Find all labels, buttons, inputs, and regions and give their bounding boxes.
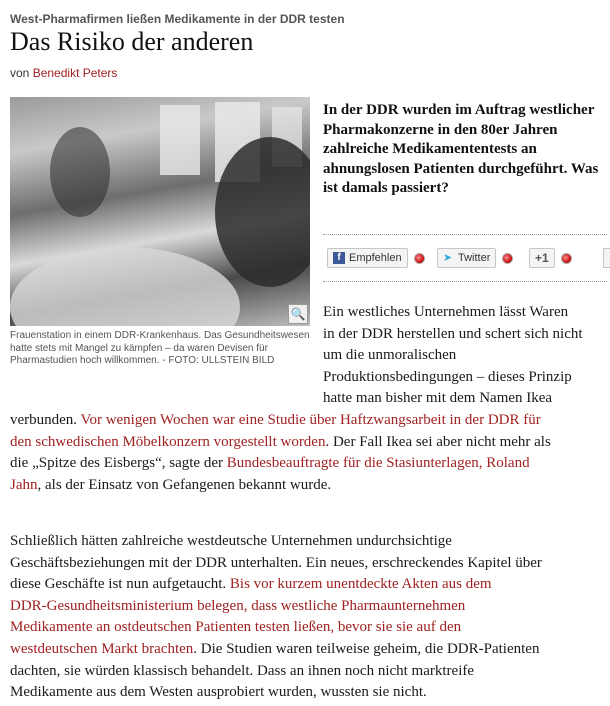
- twitter-bird-icon: ➤: [443, 252, 453, 264]
- text-run: diese Geschäfte ist nun aufgetaucht.: [10, 576, 230, 593]
- share-gplus: [529, 248, 572, 268]
- facebook-label: Empfehlen: [349, 252, 402, 264]
- article-photo[interactable]: [10, 97, 310, 326]
- text-line: um die unmoralischen: [323, 347, 457, 364]
- text-line: Schließlich hätten zahlreiche westdeutsche Unternehmen undurchsichtige: [10, 533, 452, 549]
- share-twitter: [437, 248, 513, 268]
- ministry-files-link[interactable]: DDR-Gesundheitsministerium belegen, dass westliche Pharmaunternehmen: [10, 597, 466, 614]
- text-line: in der DDR herstellen und schert sich nicht: [323, 325, 583, 342]
- article-kicker: West-Pharmafirmen ließen Medikamente in der DDR testen: [10, 12, 345, 26]
- ministry-files-link[interactable]: Bis vor kurzem unentdeckte Akten aus dem: [229, 576, 492, 593]
- stasi-commissioner-link[interactable]: Jahn: [10, 476, 38, 493]
- text-line: Produktionsbedingungen – dieses Prinzip: [323, 368, 572, 385]
- twitter-label: Twitter: [458, 252, 491, 264]
- share-facebook: [327, 248, 425, 268]
- red-dot-toggle-icon[interactable]: [561, 253, 572, 264]
- text-run: . Der Fall Ikea sei aber nicht mehr als: [325, 433, 551, 450]
- paragraph-full-width: [10, 410, 608, 496]
- ikea-study-link[interactable]: den schwedischen Möbelkonzern vorgestellt worden: [10, 433, 326, 450]
- photo-figure: [215, 137, 310, 287]
- text-run: die „Spitze des Eisbergs“, sagte der: [10, 455, 227, 472]
- image-caption: Frauenstation in einem DDR-Krankenhaus. Das Gesundheitswesen hatte stets mit Mangel zu kämpfen – da waren Devisen für Pharmastudien hoch willkommen. - FOTO: ULLSTEIN BILD: [10, 330, 310, 366]
- gplus-share-button[interactable]: [529, 248, 555, 268]
- facebook-icon: f: [333, 252, 345, 264]
- text-run: , als der Einsatz von Gefangenen bekannt wurde.: [37, 476, 332, 493]
- text-run: verbunden.: [10, 412, 81, 428]
- divider: [323, 281, 607, 282]
- text-run: . Die Studien waren teilweise geheim, die DDR-Patienten: [193, 640, 540, 657]
- ministry-files-link[interactable]: westdeutschen Markt brachten: [10, 640, 194, 657]
- author-link[interactable]: Benedikt Peters: [32, 66, 118, 80]
- byline: [10, 66, 117, 80]
- gplus-label: +1: [535, 251, 549, 265]
- byline-prefix: von: [10, 66, 30, 80]
- red-dot-toggle-icon[interactable]: [502, 253, 513, 264]
- magnifier-icon[interactable]: 🔍: [288, 304, 308, 324]
- text-line: dachten, sie würden klassisch behandelt. Dass an ihnen noch nicht marktreife: [10, 662, 475, 679]
- ministry-files-link[interactable]: Medikamente an ostdeutschen Patienten testen ließen, bevor sie sie auf den: [10, 619, 462, 636]
- share-more-button[interactable]: [603, 248, 610, 268]
- paragraph-2: [10, 531, 608, 704]
- text-line: Ein westliches Unternehmen lässt Waren: [323, 304, 569, 320]
- divider: [323, 234, 607, 235]
- twitter-share-button[interactable]: [437, 248, 496, 268]
- text-line: hatte man bisher mit dem Namen Ikea: [323, 390, 553, 407]
- red-dot-toggle-icon[interactable]: [414, 253, 425, 264]
- photo-window: [160, 105, 200, 175]
- text-line: Medikamente aus dem Westen ausprobiert wurden, wussten sie nicht.: [10, 684, 427, 701]
- photo-bed: [10, 247, 240, 326]
- paragraph-right-column: [323, 302, 608, 410]
- stasi-commissioner-link[interactable]: Bundesbeauftragte für die Stasiunterlagen, Roland: [226, 455, 530, 472]
- article-title: Das Risiko der anderen: [10, 27, 254, 56]
- photo-figure: [50, 127, 110, 217]
- ikea-study-link[interactable]: Vor wenigen Wochen war eine Studie über Haftzwangsarbeit in der DDR für: [80, 412, 541, 428]
- facebook-share-button[interactable]: [327, 248, 408, 268]
- text-line: Geschäftsbeziehungen mit der DDR unterhalten. Ein neues, erschreckendes Kapitel über: [10, 554, 542, 571]
- article-lead: In der DDR wurden im Auftrag westlicher Pharmakonzerne in den 80er Jahren zahlreiche Medikamententests an ahnungslosen Patienten durchgeführt. Was ist damals passiert?: [323, 102, 599, 196]
